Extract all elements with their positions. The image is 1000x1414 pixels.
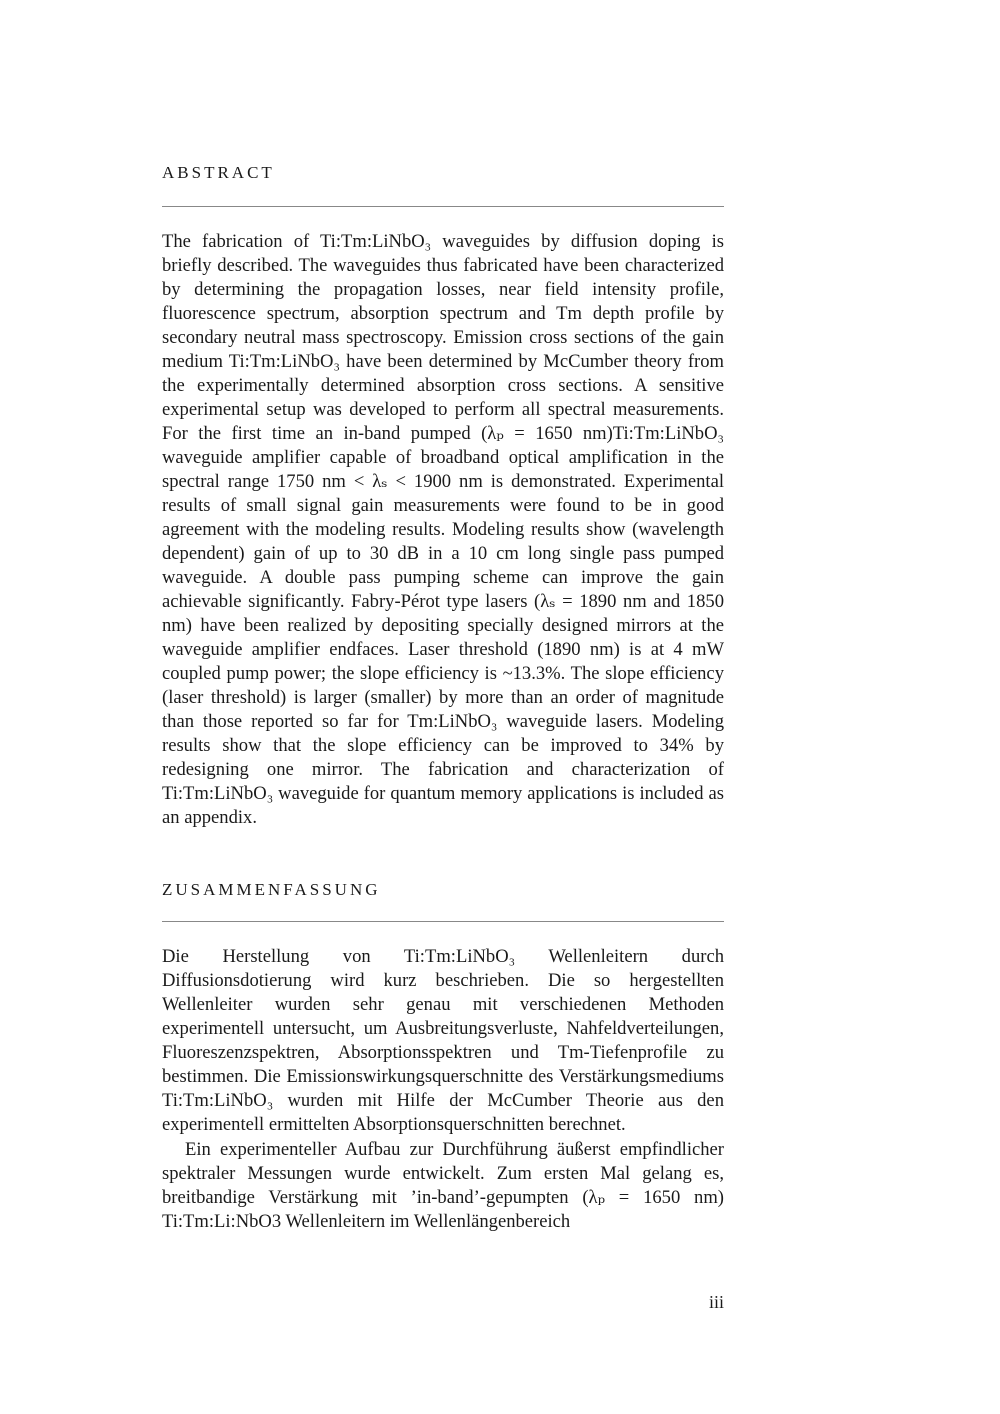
abstract-paragraph: The fabrication of Ti:Tm:LiNbO₃ waveguides by diffusion doping is briefly described. The waveguides thus fabricated have been characterized by determining the propagation losses, near field intensity profile, fluorescence spectrum, absorption spectrum and Tm depth profile by secondary neutral mass spectroscopy. Emission cross sections of the gain medium Ti:Tm:LiNbO₃ have been determined by McCumber theory from the experimentally determined absorption cross sections. A sensitive experimental setup was developed to perform all spectral measurements. For the first time an in-band pumped (λₚ = 1650 nm)Ti:Tm:LiNbO₃ waveguide amplifier capable of broadband optical amplification in the spectral range 1750 nm < λₛ < 1900 nm is demonstrated. Experimental results of small signal gain measurements were found to be in good agreement with the modeling results. Modeling results show (wavelength dependent) gain of up to 30 dB in a 10 cm long single pass pumped waveguide. A double pass pumping scheme can improve the gain achievable significantly. Fabry-Pérot type lasers (λₛ = 1890 nm and 1850 nm) have been realized by depositing specially designed mirrors at the waveguide amplifier endfaces. Laser threshold (1890 nm) is at 4 mW coupled pump power; the slope efficiency is ~13.3%. The slope efficiency (laser threshold) is larger (smaller) by more than an order of magnitude than those reported so far for Tm:LiNbO₃ waveguide lasers. Modeling results show that the slope efficiency can be improved to 34% by redesigning one mirror. The fabrication and characterization of Ti:Tm:LiNbO₃ waveguide for quantum memory applications is included as an appendix. [162,231,724,828]
abstract-divider [162,206,724,207]
zusammenfassung-divider [162,921,724,922]
abstract-heading: ABSTRACT [162,163,275,182]
zusammenfassung-paragraph-2: Ein experimenteller Aufbau zur Durchführung äußerst empfindlicher spektraler Messungen wurde entwickelt. Zum ersten Mal gelang es, breitbandige Verstärkung mit ’in-band’-gepumpten (λₚ = 1650 nm) Ti:Tm:Li:NbO3 Wellenleitern im Wellenlängenbereich [162,1139,724,1232]
zusammenfassung-heading: ZUSAMMENFASSUNG [162,880,381,899]
zusammenfassung-paragraph-1: Die Herstellung von Ti:Tm:LiNbO₃ Wellenleitern durch Diffusionsdotierung wird kurz beschrieben. Die so hergestellten Wellenleiter wurden sehr genau mit verschiedenen Methoden experimentell untersucht, um Ausbreitungsverluste, Nahfeldverteilungen, Fluoreszenzspektren, Absorptionsspektren und Tm-Tiefenprofile zu bestimmen. Die Emissionswirkungsquerschnitte des Verstärkungsmediums Ti:Tm:LiNbO₃ wurden mit Hilfe der McCumber Theorie aus den experimentell ermittelten Absorptionsquerschnitten berechnet. [162,946,724,1135]
page-number: iii [708,1292,724,1312]
